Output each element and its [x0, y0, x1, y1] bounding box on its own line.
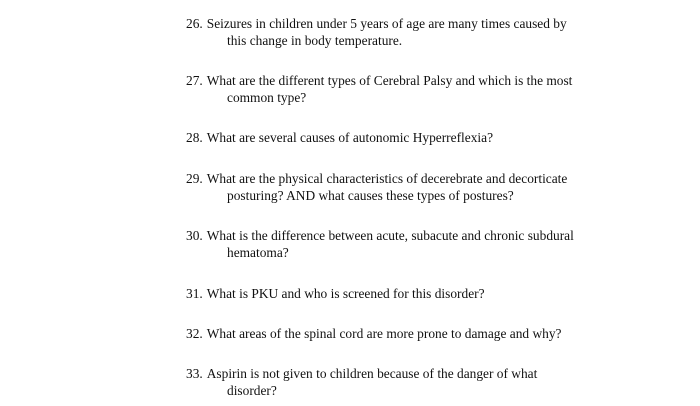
- question-text-continued: hematoma?: [227, 245, 289, 260]
- question-number: 26.: [186, 16, 203, 31]
- question-text-continued: posturing? AND what causes these types of postures?: [227, 188, 514, 203]
- question-number: 31.: [186, 286, 203, 301]
- question-31: [186, 285, 656, 302]
- question-26: [186, 15, 656, 49]
- question-text: Aspirin is not given to children because of the danger of what: [206, 366, 538, 381]
- question-27: [186, 72, 656, 106]
- question-text: Seizures in children under 5 years of age are many times caused by: [206, 16, 567, 31]
- question-33: [186, 365, 656, 399]
- question-30: [186, 227, 656, 261]
- question-number: 27.: [186, 73, 203, 88]
- question-text: What are the different types of Cerebral Palsy and which is the most: [206, 73, 573, 88]
- question-28: [186, 129, 656, 146]
- question-number: 30.: [186, 228, 203, 243]
- question-text: What is the difference between acute, subacute and chronic subdural: [206, 228, 574, 243]
- question-text-continued: disorder?: [227, 383, 277, 398]
- question-number: 29.: [186, 171, 203, 186]
- question-number: 28.: [186, 130, 203, 145]
- question-32: [186, 325, 656, 342]
- question-text-continued: this change in body temperature.: [227, 33, 403, 48]
- question-text: What is PKU and who is screened for this disorder?: [206, 286, 485, 301]
- question-number: 32.: [186, 326, 203, 341]
- question-text: What are several causes of autonomic Hyperreflexia?: [206, 130, 494, 145]
- question-29: [186, 170, 656, 204]
- question-text: What are the physical characteristics of decerebrate and decorticate: [206, 171, 568, 186]
- question-text: What areas of the spinal cord are more prone to damage and why?: [206, 326, 562, 341]
- question-text-continued: common type?: [227, 90, 307, 105]
- question-number: 33.: [186, 366, 203, 381]
